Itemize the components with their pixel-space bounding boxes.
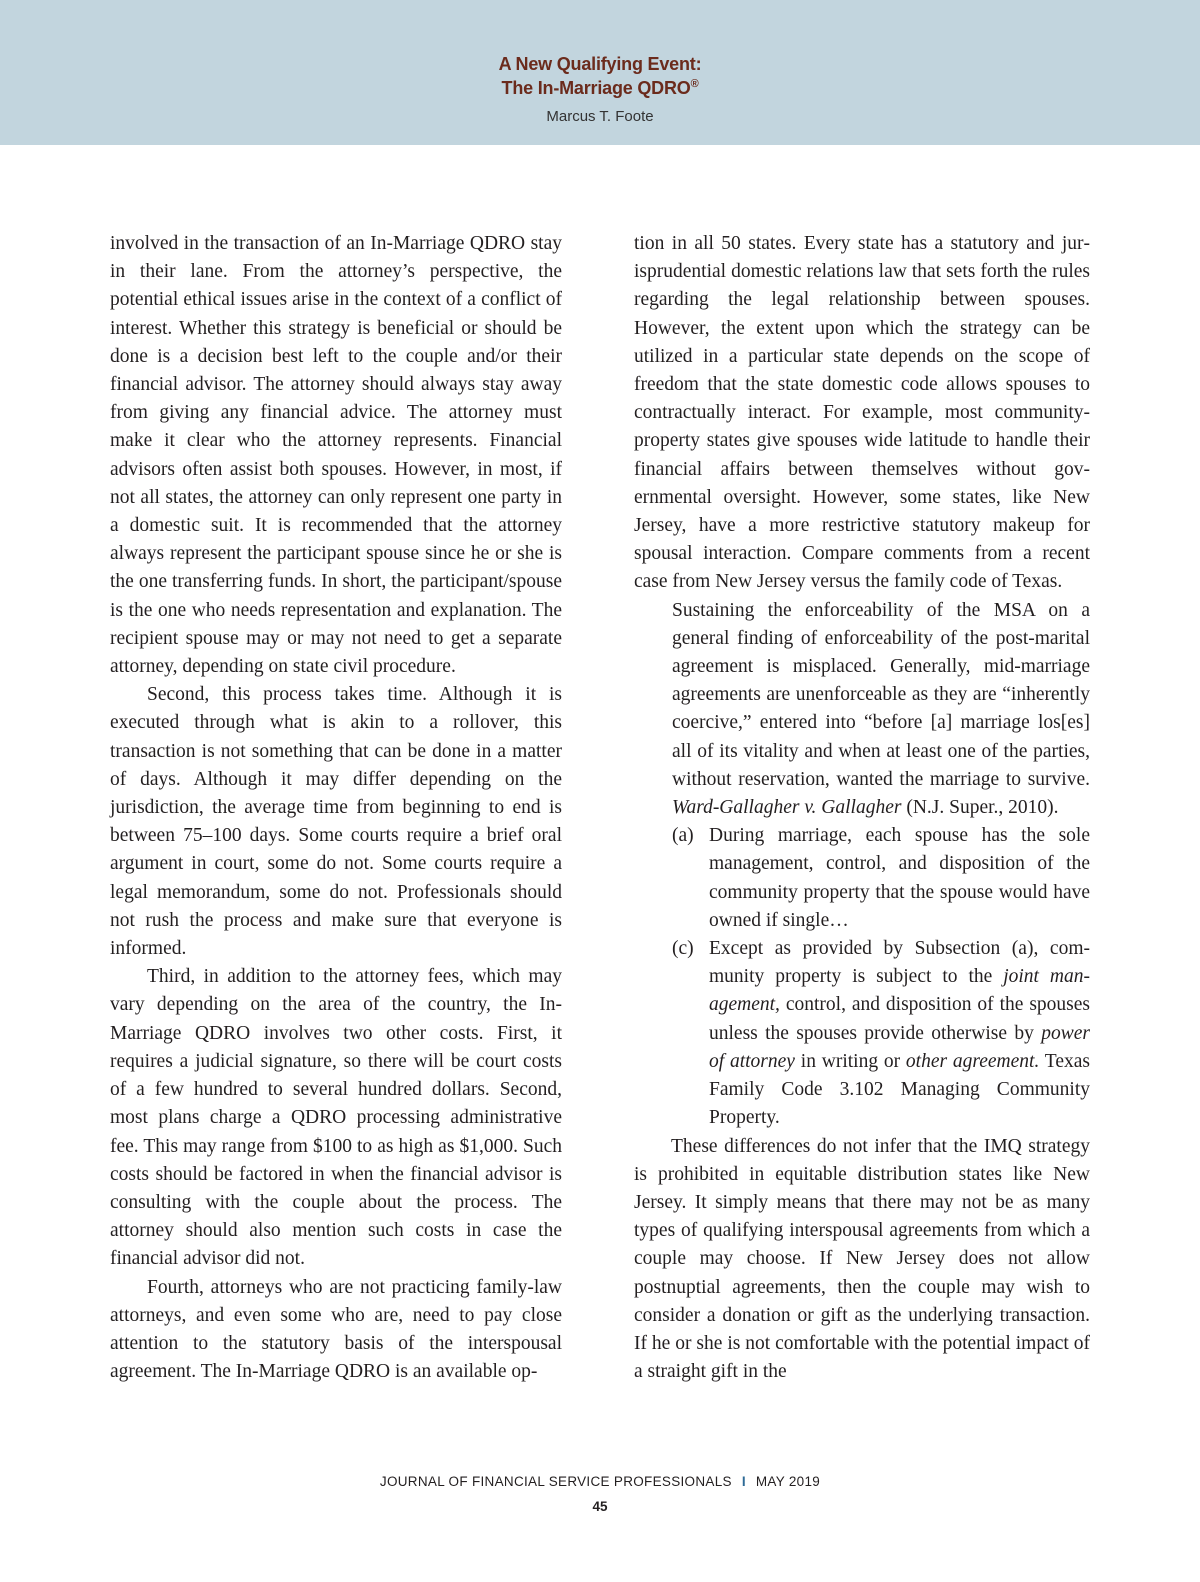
- list-item-text: [709, 935, 1090, 1132]
- list-item: [672, 935, 1090, 1132]
- journal-name: JOURNAL OF FINANCIAL SERVICE PROFESSIONALS: [379, 1474, 732, 1489]
- article-author: Marcus T. Foote: [546, 108, 654, 125]
- list-item-text: During marriage, each spouse has the sole management, control, and disposition of the community property that the spouse would have owned if single…: [709, 825, 1090, 931]
- left-paragraph-2: Second, this process takes time. Although it is executed through what is akin to a rollover, this transaction is not something that can be done in a matter of days. Although it may differ depending on the jurisdiction, the average time from beginning to end is between 75–100 days. Some courts require a brief oral argument in court, some do not. Some courts require a legal memorandum, some do not. Professionals should not rush the process and make sure that everyone is informed.: [110, 684, 562, 960]
- emphasis-run: other agreement.: [905, 1050, 1040, 1072]
- article-title-text: The In-Marriage QDRO: [501, 78, 691, 98]
- issue-date: MAY 2019: [755, 1474, 821, 1489]
- page-number: 45: [592, 1499, 608, 1514]
- list-item: [672, 822, 1090, 935]
- block-quote: [672, 597, 1090, 823]
- right-paragraph-2: These differences do not infer that the IMQ strategy is prohibited in equitable distribution states like New Jersey. It simply means that there may not be as many types of qualifying interspousal agreements from which a couple may choose. If New Jersey does not allow postnuptial agreements, then the couple may wish to consider a donation or gift as the underlying transaction. If he or she is not comfortable with the potential impact of a straight gift in the: [634, 1135, 1090, 1383]
- right-column: [634, 230, 1090, 1386]
- registered-mark: ®: [690, 78, 699, 90]
- left-paragraph-4: Fourth, attorneys who are not practicing family-law attorneys, and even some who are, need to pay close attention to the statutory basis of the interspousal agreement. The In-Marriage QDRO is an available op-: [110, 1276, 562, 1383]
- article-title-line1: A New Qualifying Event:: [498, 54, 702, 74]
- footer-separator: I: [741, 1474, 746, 1489]
- article-title-line2: [0, 76, 1200, 100]
- left-column: [110, 230, 562, 1386]
- left-paragraph-3: Third, in addition to the attorney fees, which may vary depending on the area of the country, the In-Marriage QDRO involves two other costs. First, it requires a judicial signature, so there will be court costs of a few hundred to several hundred dollars. Second, most plans charge a QDRO processing administrative fee. This may range from $100 to as high as $1,000. Such costs should be factored in when the financial advisor is consulting with the couple about the process. The attorney should also mention such costs in case the financial advisor did not.: [110, 966, 562, 1270]
- left-paragraph-1: involved in the transaction of an In-Marriage QDRO stay in their lane. From the attorney’s perspective, the potential ethical issues arise in the context of a conflict of interest. Whether this strategy is beneficial or should be done is a decision best left to the couple and/or their financial advisor. The attorney should always stay away from giving any financial advice. The attorney must make it clear who the attorney represents. Financial advisors often assist both spouses. However, in most, if not all states, the attorney can only represent one party in a domestic suit. It is recommended that the attorney always represent the participant spouse since he or she is the one transferring funds. In short, the participant/spouse is the one who needs representation and explanation. The recipient spouse may or may not need to get a separate attorney, depending on state civil procedure.: [110, 233, 562, 678]
- right-paragraph-1: tion in all 50 states. Every state has a statutory and jurisprudential domestic relations law that sets forth the rules regarding the legal relationship between spouses. However, the extent upon which the strategy can be utilized in a particular state depends on the scope of freedom that the state domestic code allows spouses to contractually interact. For example, most community-property states give spouses wide latitude to handle their financial affairs between themselves without governmental oversight. However, some states, like New Jersey, have a more restrictive statutory makeup for spousal interaction. Compare comments from a recent case from New Jersey versus the family code of Texas.: [634, 233, 1090, 593]
- quote-citation: (N.J. Super., 2010).: [901, 797, 1059, 819]
- list-item-label: (a): [672, 825, 694, 847]
- quote-text: Sustaining the enforceability of the MSA on a general finding of enforceability of the post-marital agreement is misplaced. Generally, mid-marriage agreements are unenforceable as they are “inherently coercive,” entered into “before [a] marriage los[es] all of its vitality and when at least one of the parties, without reservation, wanted the marriage to survive.: [672, 599, 1090, 790]
- quote-case-name: Ward-Gallagher v. Gallagher: [672, 797, 902, 819]
- text-run: Texas Family Code 3.102 Managing Community Property.: [709, 1050, 1090, 1129]
- text-run: control, and disposition of the spouses unless the spouses provide otherwise by: [709, 994, 1090, 1044]
- emphasis-run: joint management,: [709, 966, 1090, 1016]
- text-run: in writing or: [794, 1050, 906, 1072]
- list-item-label: (c): [672, 938, 694, 960]
- text-run: Except as provided by Subsection (a), community property is subject to the: [709, 938, 1090, 988]
- emphasis-run: power of attorney: [709, 1022, 1090, 1072]
- footer-journal-line: [0, 1474, 1200, 1489]
